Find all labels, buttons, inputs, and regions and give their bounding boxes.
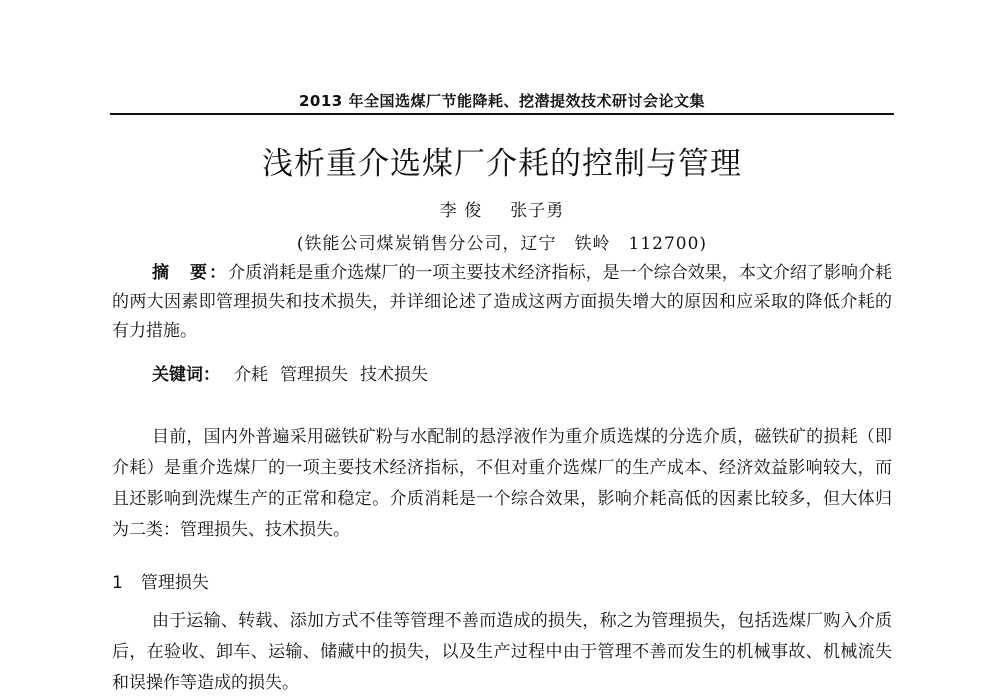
affiliation: (铁能公司煤炭销售分公司，辽宁 铁岭 112700) [296,234,708,254]
section-heading [112,568,209,593]
keyword: 管理损失 [280,365,348,385]
author-2: 张子勇 [510,201,565,221]
body-paragraph-intro: 目前，国内外普遍采用磁铁矿粉与水配制的悬浮液作为重介质选煤的分选介质，磁铁矿的损耗（即介耗）是重介选煤厂的一项主要技术经济指标，不但对重介选煤厂的生产成本、经济效益影响较大，而且还影响到洗煤生产的正常和稳定。介质消耗是一个综合效果，影响介耗高低的因素比较多，但大体归为二类：管理损失、技术损失。 [112,427,892,540]
keyword: 介耗 [234,365,268,385]
keyword: 技术损失 [360,365,428,385]
section-number: 1 [112,573,123,593]
body-paragraph-management-loss: 由于运输、转载、添加方式不佳等管理不善而造成的损失，称之为管理损失，包括选煤厂购入介质后，在验收、卸车、运输、储藏中的损失，以及生产过程中由于管理不善而发生的机械事故、机械流失和误操作等造成的损失。 [112,611,892,693]
authors [110,196,894,221]
running-header: 2013 年全国选煤厂节能降耗、挖潜提效技术研讨会论文集 [299,92,705,110]
author-1: 李 俊 [439,201,483,221]
header-rule [110,113,894,115]
paper-title: 浅析重介选煤厂介耗的控制与管理 [262,146,742,182]
abstract-label: 摘 要： [152,263,229,283]
section-title: 管理损失 [140,573,209,593]
keywords-label: 关键词： [152,365,220,385]
keywords [152,360,428,385]
abstract-text: 介质消耗是重介选煤厂的一项主要技术经济指标，是一个综合效果，本文介绍了影响介耗的两大因素即管理损失和技术损失，并详细论述了造成这两方面损失增大的原因和应采取的降低介耗的有力措施。 [112,263,893,341]
abstract [112,259,892,346]
